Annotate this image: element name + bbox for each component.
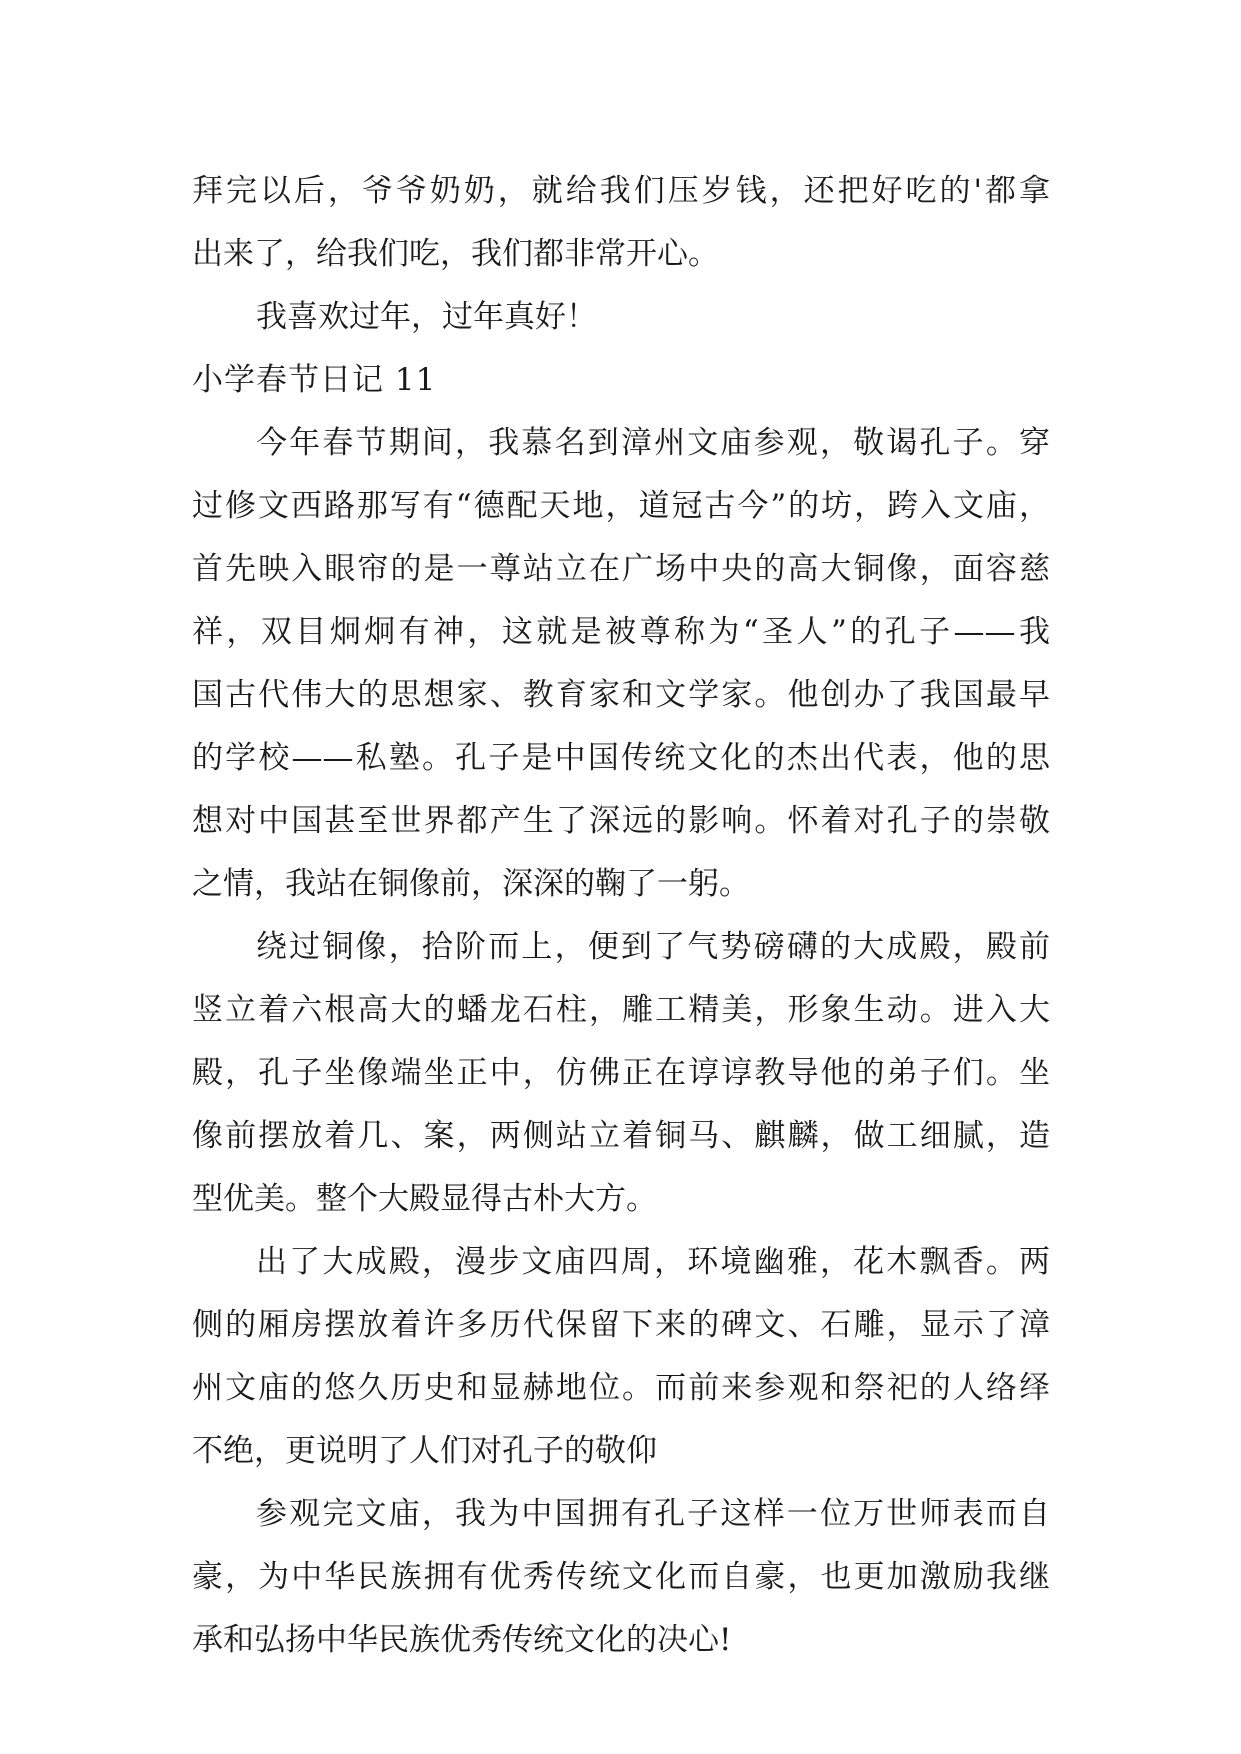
text-line: 国古代伟大的思想家、教育家和文学家。他创办了我国最早 xyxy=(192,677,1050,713)
text-line: 像前摆放着几、案，两侧站立着铜马、麒麟，做工细腻，造 xyxy=(192,1118,1050,1154)
text-line: 侧的厢房摆放着许多历代保留下来的碑文、石雕，显示了漳 xyxy=(192,1307,1050,1343)
text-line: 型优美。整个大殿显得古朴大方。 xyxy=(192,1181,657,1217)
text-line: 想对中国甚至世界都产生了深远的影响。怀着对孔子的崇敬 xyxy=(192,803,1050,839)
text-line: 参观完文庙，我为中国拥有孔子这样一位万世师表而自 xyxy=(256,1496,1050,1532)
text-line: 之情，我站在铜像前，深深的鞠了一躬。 xyxy=(192,866,750,902)
text-line: 首先映入眼帘的是一尊站立在广场中央的高大铜像，面容慈 xyxy=(192,551,1050,587)
text-line: 绕过铜像，拾阶而上，便到了气势磅礴的大成殿，殿前 xyxy=(256,929,1050,965)
text-line: 的学校——私塾。孔子是中国传统文化的杰出代表，他的思 xyxy=(192,740,1050,776)
text-line: 出来了，给我们吃，我们都非常开心。 xyxy=(192,236,719,272)
text-line: 承和弘扬中华民族优秀传统文化的决心! xyxy=(192,1622,732,1658)
text-line: 拜完以后，爷爷奶奶，就给我们压岁钱，还把好吃的'都拿 xyxy=(192,173,1050,209)
text-line: 豪，为中华民族拥有优秀传统文化而自豪，也更加激励我继 xyxy=(192,1559,1050,1595)
document-page xyxy=(192,160,1050,1672)
section-heading: 小学春节日记 11 xyxy=(192,362,437,398)
text-line: 我喜欢过年，过年真好！ xyxy=(256,299,597,335)
text-line: 过修文西路那写有“德配天地，道冠古今”的坊，跨入文庙， xyxy=(192,488,1050,524)
text-line: 出了大成殿，漫步文庙四周，环境幽雅，花木飘香。两 xyxy=(256,1244,1050,1280)
text-line: 州文庙的悠久历史和显赫地位。而前来参观和祭祀的人络绎 xyxy=(192,1370,1050,1406)
text-line: 竖立着六根高大的蟠龙石柱，雕工精美，形象生动。进入大 xyxy=(192,992,1050,1028)
text-line: 殿，孔子坐像端坐正中，仿佛正在谆谆教导他的弟子们。坐 xyxy=(192,1055,1050,1091)
text-line: 不绝，更说明了人们对孔子的敬仰 xyxy=(192,1433,657,1469)
text-line: 今年春节期间，我慕名到漳州文庙参观，敬谒孔子。穿 xyxy=(256,425,1050,461)
text-line: 祥，双目炯炯有神，这就是被尊称为“圣人”的孔子——我 xyxy=(192,614,1050,650)
